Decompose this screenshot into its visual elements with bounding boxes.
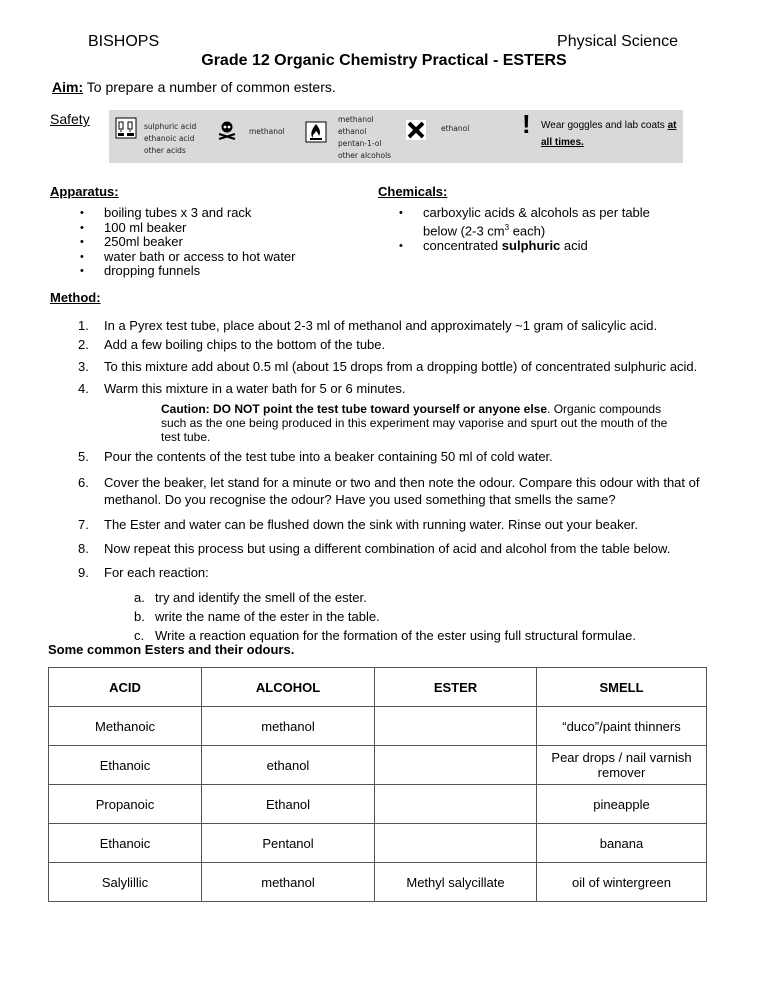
- table-cell: [375, 785, 537, 824]
- table-cell: Ethanoic: [49, 824, 202, 863]
- table-cell: banana: [537, 824, 707, 863]
- harmful-x-icon: [405, 119, 427, 141]
- table-cell: Methyl salycillate: [375, 863, 537, 902]
- table-row: [49, 863, 707, 902]
- table-cell: Ethanoic: [49, 746, 202, 785]
- safety-box: [109, 110, 683, 163]
- toxic-skull-icon: [216, 119, 238, 141]
- table-row: [49, 746, 707, 785]
- table-cell: methanol: [202, 707, 375, 746]
- table-header-row: [49, 668, 707, 707]
- table-caption: Some common Esters and their odours.: [48, 642, 295, 657]
- method-heading: Method:: [50, 290, 101, 305]
- exclamation-icon: !: [522, 109, 531, 139]
- list-item: • 100 ml beaker: [78, 221, 378, 236]
- list-item: • carboxylic acids & alcohols as per table below (2-3 $cm^3$ each): [397, 206, 717, 239]
- table-cell: Methanoic: [49, 707, 202, 746]
- table-cell: pineapple: [537, 785, 707, 824]
- list-item: • dropping funnels: [78, 264, 378, 279]
- safety-label: Safety: [50, 111, 90, 127]
- esters-table: [48, 667, 707, 902]
- table-cell: “duco”/paint thinners: [537, 707, 707, 746]
- list-item: • 250ml beaker: [78, 235, 378, 250]
- column-header: ACID: [49, 668, 202, 707]
- flammable-icon: [305, 121, 327, 143]
- table-cell: Ethanol: [202, 785, 375, 824]
- header-subject: Physical Science: [557, 33, 678, 50]
- apparatus-heading: Apparatus:: [50, 184, 119, 199]
- table-row: [49, 785, 707, 824]
- aim-label: Aim:: [52, 79, 84, 95]
- list-item: • concentrated sulphuric acid: [397, 239, 717, 254]
- aim: [52, 79, 336, 95]
- aim-text: To prepare a number of common esters.: [83, 79, 336, 95]
- list-item: • water bath or access to hot water: [78, 250, 378, 265]
- table-cell: Propanoic: [49, 785, 202, 824]
- column-header: ESTER: [375, 668, 537, 707]
- header-school: BISHOPS: [88, 33, 160, 50]
- safety-warning: Wear goggles and lab coats at all times.: [541, 120, 677, 148]
- table-cell: Pentanol: [202, 824, 375, 863]
- table-cell: Salylillic: [49, 863, 202, 902]
- chemicals-list: [397, 206, 717, 253]
- corrosive-icon: [115, 117, 137, 139]
- apparatus-list: [78, 206, 378, 279]
- table-row: [49, 824, 707, 863]
- table-cell: [375, 707, 537, 746]
- chemicals-heading: Chemicals:: [378, 184, 448, 199]
- table-cell: ethanol: [202, 746, 375, 785]
- table-row: [49, 707, 707, 746]
- caution-note: Caution: DO NOT point the test tube toward yourself or anyone else. Organic compounds such as the one being produced in this experiment may vaporise and spurt out the mouth of the test tube.: [161, 402, 668, 444]
- table-cell: Pear drops / nail varnish remover: [537, 746, 707, 785]
- table-cell: methanol: [202, 863, 375, 902]
- table-cell: [375, 746, 537, 785]
- column-header: ALCOHOL: [202, 668, 375, 707]
- harmful-list: ethanol: [441, 124, 470, 133]
- table-cell: oil of wintergreen: [537, 863, 707, 902]
- table-cell: [375, 824, 537, 863]
- corrosive-list: sulphuric acid ethanoic acid other acids: [144, 122, 197, 155]
- column-header: SMELL: [537, 668, 707, 707]
- flammable-list: methanol ethanol pentan-1-ol other alcohols: [338, 115, 392, 160]
- list-item: • boiling tubes x 3 and rack: [78, 206, 378, 221]
- document-title: Grade 12 Organic Chemistry Practical - ESTERS: [201, 52, 567, 69]
- toxic-list: methanol: [249, 127, 285, 136]
